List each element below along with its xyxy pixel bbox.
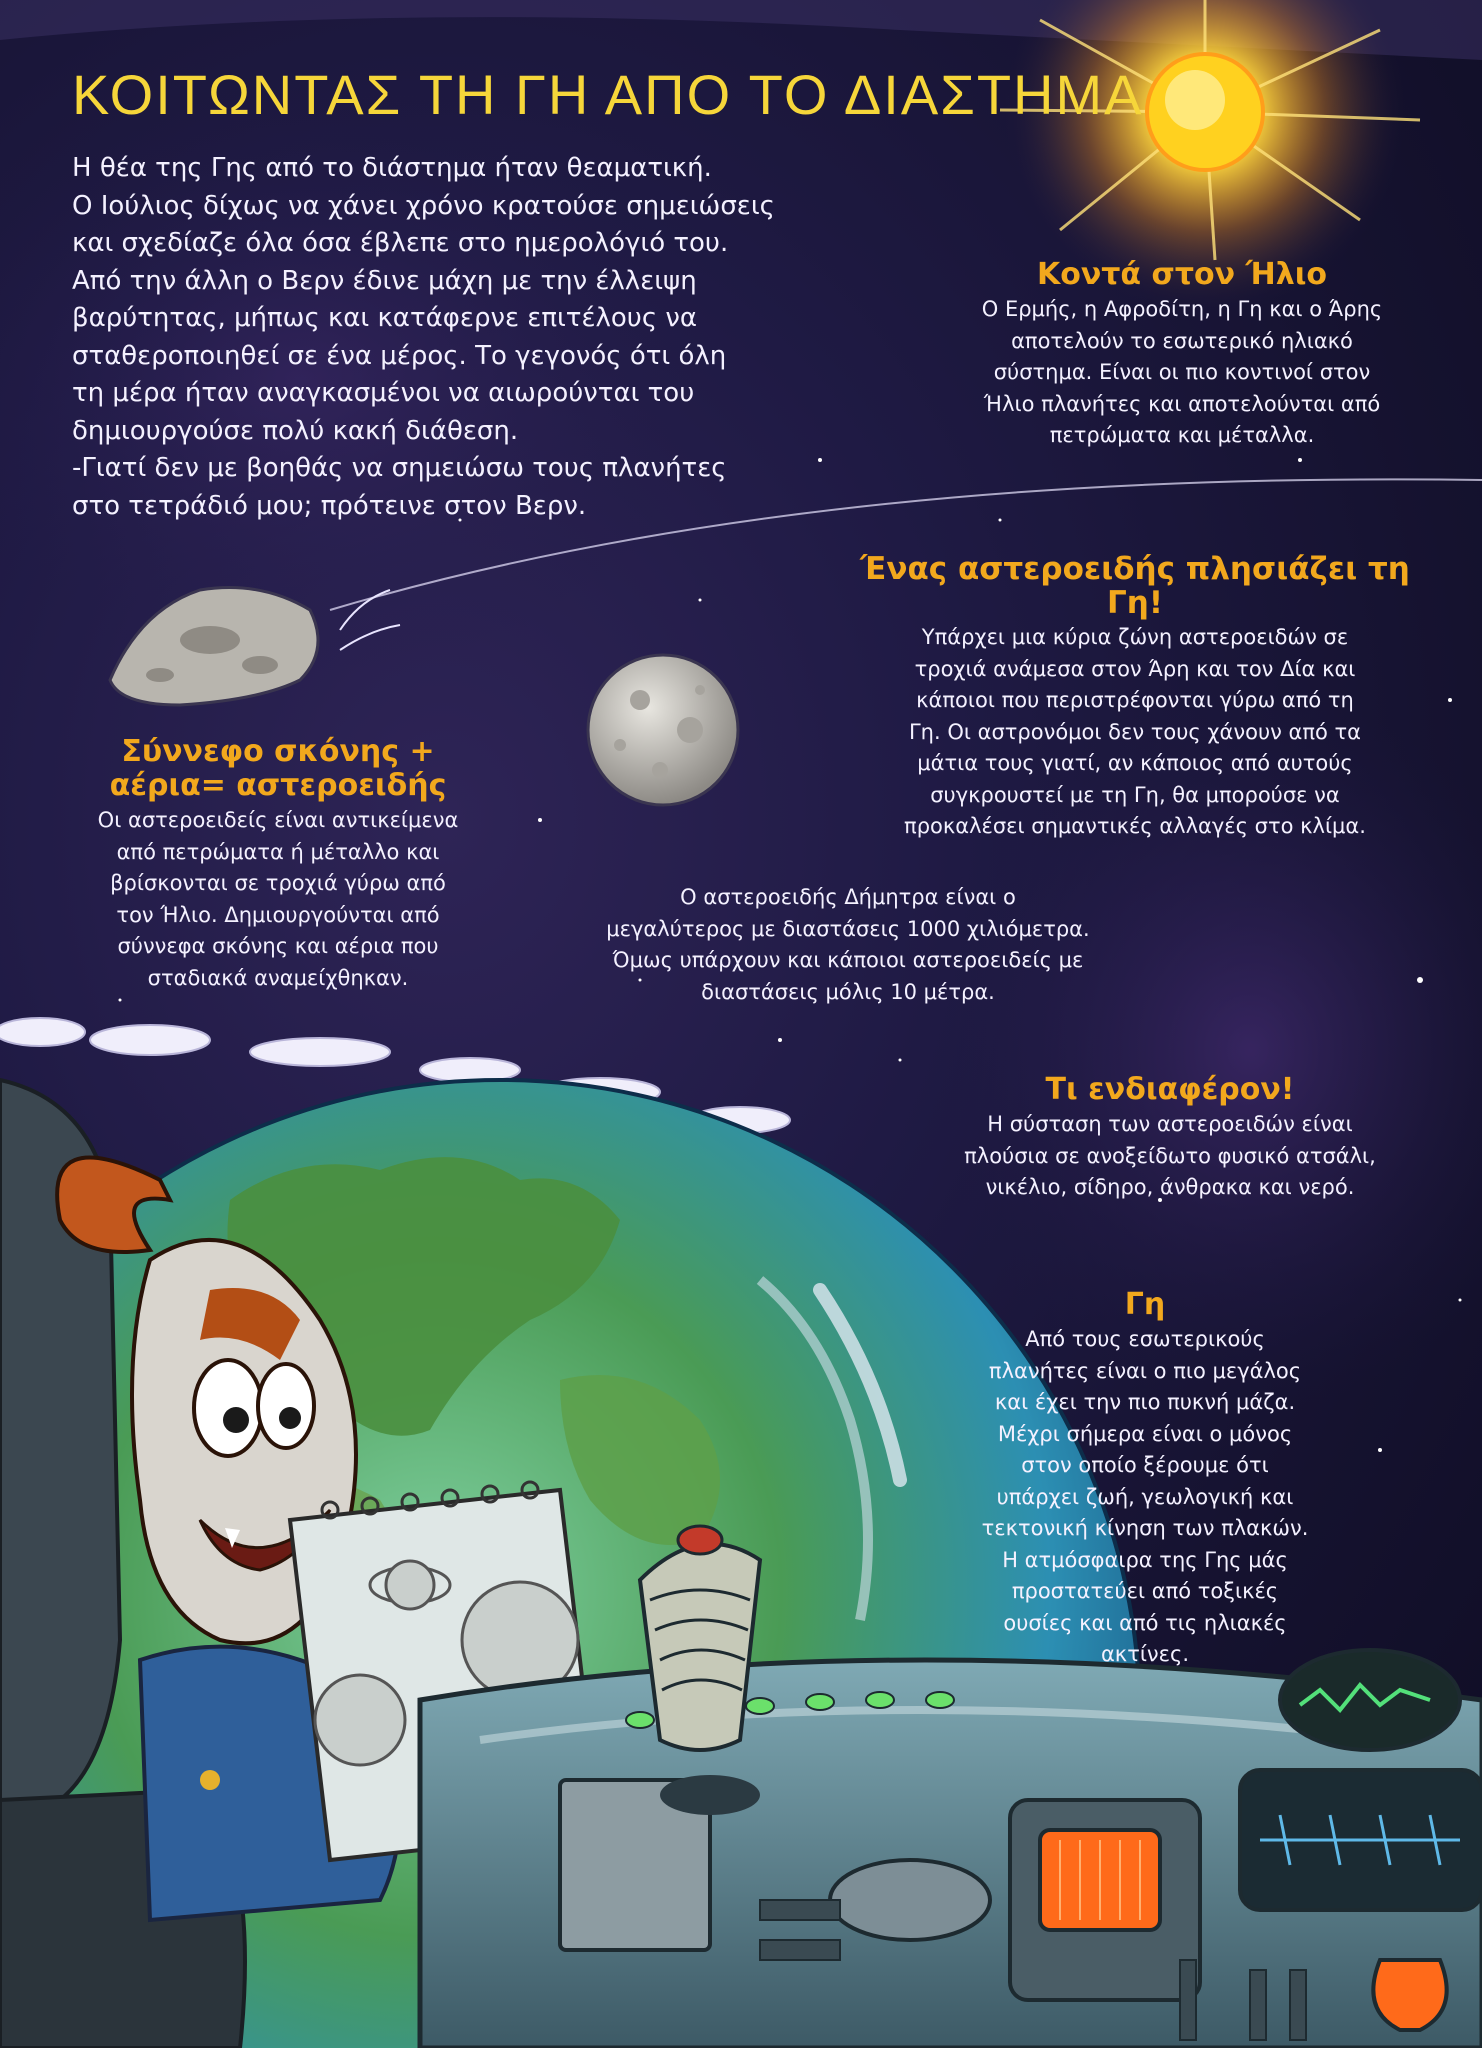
info-box-interesting: [895, 1073, 1445, 1204]
box-line: ακτίνες.: [1100, 1642, 1190, 1666]
box-line: ουσίες και από τις ηλιακές: [1003, 1610, 1287, 1635]
box-line: Ο Ερμής, η Αφροδίτη, η Γη και ο Άρης: [981, 297, 1383, 321]
box-line: Η σύσταση των αστεροειδών είναι: [987, 1112, 1353, 1136]
info-box-earth: [925, 1288, 1365, 1671]
box-line: σύστημα. Είναι οι πιο κοντινοί στον: [993, 360, 1371, 384]
box-heading: Τι ενδιαφέρον!: [1045, 1072, 1295, 1107]
info-box-ceres: [548, 882, 1148, 1008]
box-line: μεγαλύτερος με διαστάσεις 1000 χιλιόμετρα.: [606, 916, 1090, 941]
box-line: Οι αστεροειδείς είναι αντικείμενα: [97, 808, 459, 832]
info-box-asteroid: [850, 552, 1420, 843]
box-line: Μέχρι σήμερα είναι ο μόνος: [997, 1421, 1293, 1446]
info-box-dust: [58, 735, 498, 994]
box-line: τροχιά ανάμεσα στον Άρη και τον Δία και: [914, 656, 1356, 681]
box-line: νικέλιο, σίδηρο, άνθρακα και νερό.: [985, 1175, 1355, 1199]
box-line: Ήλιο πλανήτες και αποτελούνται από: [983, 391, 1381, 416]
box-line: διαστάσεις μόλις 10 μέτρα.: [701, 979, 995, 1004]
box-line: Όμως υπάρχουν και κάποιοι αστεροειδείς με: [612, 948, 1084, 972]
intro-line: Από την άλλη ο Βερν έδινε μάχη με την έλλειψη: [72, 265, 697, 296]
intro-line: σταθεροποιηθεί σε ένα μέρος. Το γεγονός ότι όλη: [72, 340, 727, 371]
box-heading: Ένας αστεροειδής πλησιάζει τη Γη!: [860, 551, 1410, 621]
control-panel-icon: [420, 1650, 1482, 2048]
page-title: ΚΟΙΤΩΝΤΑΣ ΤΗ ΓΗ ΑΠΟ ΤΟ ΔΙΑΣΤΗΜΑ: [72, 63, 1144, 126]
box-line: προστατεύει από τοξικές: [1011, 1579, 1279, 1603]
box-line: προκαλέσει σημαντικές αλλαγές στο κλίμα.: [904, 814, 1366, 838]
intro-text: [72, 150, 872, 525]
intro-line: -Γιατί δεν με βοηθάς να σημειώσω τους πλανήτες: [72, 453, 727, 483]
box-line: από πετρώματα ή μέταλλο και: [116, 839, 440, 864]
moon-icon: [588, 655, 738, 805]
info-box-sun: [938, 258, 1426, 452]
intro-line: βαρύτητας, μήπως και κατάφερνε επιτέλους να: [72, 303, 698, 333]
box-line: κάποιοι που περιστρέφονται γύρω από τη: [916, 688, 1354, 712]
intro-line: δημιουργούσε πολύ κακή διάθεση.: [72, 415, 519, 446]
box-line: πλούσια σε ανοξείδωτο φυσικό ατσάλι,: [964, 1143, 1376, 1168]
box-line: και έχει την πιο πυκνή μάζα.: [994, 1390, 1296, 1414]
intro-line: τη μέρα ήταν αναγκασμένοι να αιωρούνται του: [72, 378, 695, 408]
intro-line: Ο Ιούλιος δίχως να χάνει χρόνο κρατούσε σημειώσεις: [72, 190, 775, 221]
box-line: Υπάρχει μια κύρια ζώνη αστεροειδών σε: [921, 625, 1349, 649]
box-line: αποτελούν το εσωτερικό ηλιακό: [1011, 328, 1353, 353]
box-heading: Σύννεφο σκόνης + αέρια= αστεροειδής: [109, 734, 447, 803]
box-line: τον Ήλιο. Δημιουργούνται από: [116, 902, 440, 927]
box-line: Η ατμόσφαιρα της Γης μάς: [1002, 1547, 1288, 1572]
box-line: Ο αστεροειδής Δήμητρα είναι ο: [680, 885, 1016, 909]
box-line: πλανήτες είναι ο πιο μεγάλος: [988, 1358, 1302, 1383]
box-line: Από τους εσωτερικούς: [1025, 1327, 1265, 1351]
box-line: πετρώματα και μέταλλα.: [1049, 423, 1315, 447]
intro-line: και σχεδίαζε όλα όσα έβλεπε στο ημερολόγιό του.: [72, 228, 729, 258]
box-line: στον οποίο ξέρουμε ότι: [1021, 1453, 1269, 1477]
box-heading: Κοντά στον Ήλιο: [1036, 257, 1328, 292]
box-line: υπάρχει ζωή, γεωλογική και: [996, 1484, 1294, 1509]
box-line: συγκρουστεί με τη Γη, θα μπορούσε να: [930, 782, 1340, 807]
box-line: βρίσκονται σε τροχιά γύρω από: [110, 871, 446, 895]
intro-line: στο τετράδιό μου; πρότεινε στον Βερν.: [72, 490, 587, 521]
box-line: Γη. Οι αστρονόμοι δεν τους χάνουν από τα: [908, 719, 1362, 744]
box-line: σύννεφα σκόνης και αέρια που: [117, 934, 439, 958]
box-line: σταδιακά αναμείχθηκαν.: [147, 965, 409, 990]
intro-line: Η θέα της Γης από το διάστημα ήταν θεαματική.: [72, 153, 712, 183]
box-line: τεκτονική κίνηση των πλακών.: [981, 1516, 1309, 1540]
box-heading: Γη: [1124, 1287, 1166, 1322]
box-line: μάτια τους γιατί, αν κάποιος από αυτούς: [917, 751, 1353, 775]
